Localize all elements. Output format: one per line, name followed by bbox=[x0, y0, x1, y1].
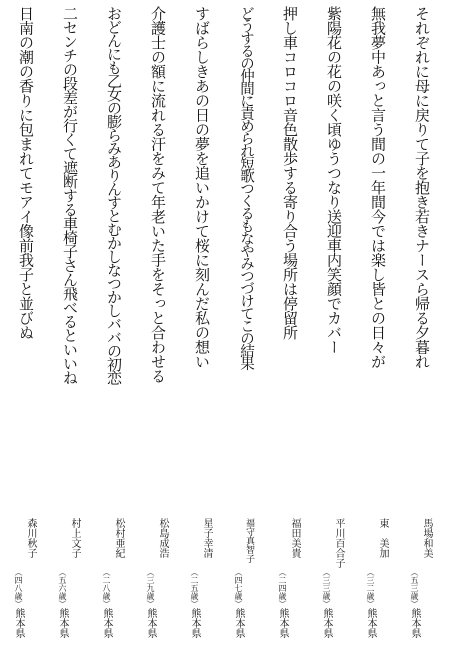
tanka-poem: おどんにも乙女の膨らみありんすとむかしなつかしババの初恋 bbox=[105, 6, 123, 384]
author-age: （五六歳） bbox=[58, 568, 67, 608]
author-name: 東 美加 bbox=[377, 518, 388, 558]
author-prefecture: 熊本県 bbox=[101, 608, 112, 638]
tanka-poem: すばらしきあの日の夢を追いかけて桜に刻んだ私の想い bbox=[193, 6, 211, 369]
author-prefecture: 熊本県 bbox=[365, 608, 376, 638]
tanka-poem: 日南の潮の香りに包まれてモアイ像前我子と並びぬ bbox=[17, 6, 35, 340]
tanka-poem: 紫陽花の花の咲く頃ゆうつなり送迎車内笑顔でカバー bbox=[325, 6, 343, 354]
author-prefecture: 熊本県 bbox=[145, 608, 156, 638]
author-prefecture: 熊本県 bbox=[321, 608, 332, 638]
tanka-poem: 無我夢中あっと言う間の一年間今では楽し皆との日々が bbox=[369, 6, 387, 369]
author-age: （三三歳） bbox=[322, 568, 331, 608]
author-name: 森川秋子 bbox=[25, 518, 36, 558]
author-age: （五三歳） bbox=[410, 568, 419, 608]
tanka-poem: どうするの仲間に責められ短歌つくるもなやみつづけてこの結果 bbox=[238, 6, 254, 369]
author-name: 松村亜紀 bbox=[113, 518, 124, 558]
author-prefecture: 熊本県 bbox=[189, 608, 200, 638]
author-name: 福田美貴 bbox=[289, 518, 300, 558]
author-name: 福守真智子 bbox=[244, 518, 254, 563]
author-prefecture: 熊本県 bbox=[409, 608, 420, 638]
tanka-poem: 介護士の額に流れる汗をみて年老いた手をそっと合わせる bbox=[149, 6, 167, 383]
tanka-poem: 二センチの段差が行くて遮断する車椅子さん飛べるといいね bbox=[61, 6, 79, 384]
author-name: 村上文子 bbox=[69, 518, 80, 558]
author-age: （二八歳） bbox=[102, 568, 111, 608]
author-age: （四七歳） bbox=[234, 568, 243, 608]
author-prefecture: 熊本県 bbox=[57, 608, 68, 638]
author-prefecture: 熊本県 bbox=[277, 608, 288, 638]
author-prefecture: 熊本県 bbox=[13, 608, 24, 638]
author-age: （二五歳） bbox=[190, 568, 199, 608]
author-name: 馬場和美 bbox=[421, 518, 432, 558]
tanka-poem: 押し車コロコロ音色散歩する寄り合う場所は停留所 bbox=[281, 6, 299, 340]
author-age: （二四歳） bbox=[278, 568, 287, 608]
author-name: 平川百合子 bbox=[333, 518, 344, 568]
author-age: （四八歳） bbox=[14, 568, 23, 608]
author-age: （三九歳） bbox=[146, 568, 155, 608]
author-name: 星子幸清 bbox=[201, 518, 212, 558]
author-name: 松島成浩 bbox=[157, 518, 168, 558]
tanka-poem: それぞれに母に戻りて子を抱き若きナースら帰る夕暮れ bbox=[413, 6, 431, 369]
author-prefecture: 熊本県 bbox=[233, 608, 244, 638]
author-age: （三二歳） bbox=[366, 568, 375, 608]
